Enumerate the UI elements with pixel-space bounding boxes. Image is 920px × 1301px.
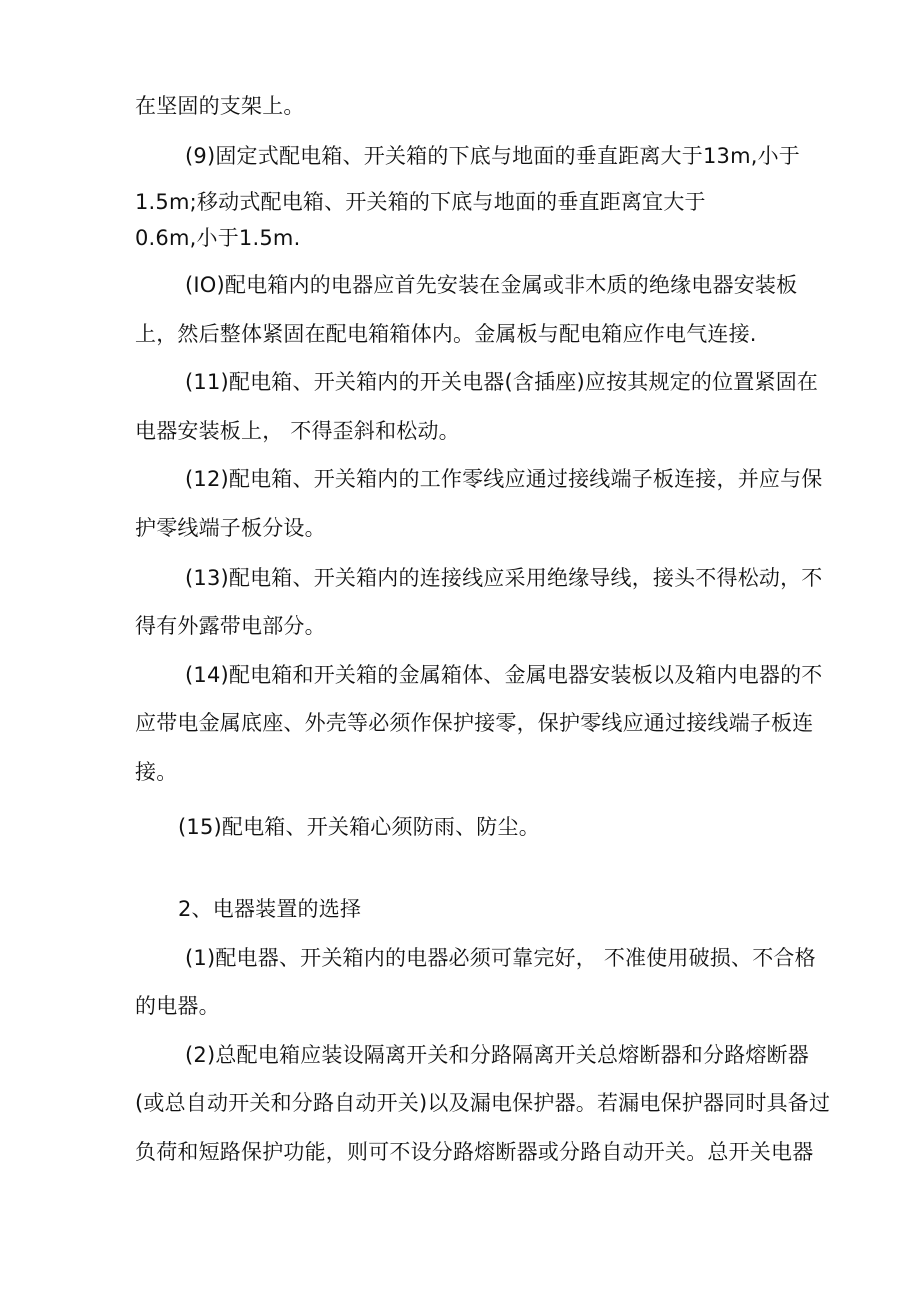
text-line: 电器安装板上， 不得歪斜和松动。 xyxy=(135,419,460,443)
text-line: 上，然后整体紧固在配电箱箱体内。金属板与配电箱应作电气连接. xyxy=(135,322,757,346)
text-line: 0.6m,小于1.5m. xyxy=(135,226,301,250)
text-line: 接。 xyxy=(135,760,178,784)
text-line: 应带电金属底座、外壳等必须作保护接零，保护零线应通过接线端子板连 xyxy=(135,711,814,735)
text-line: (2)总配电箱应装设隔离开关和分路隔离开关总熔断器和分路熔断器 xyxy=(185,1043,809,1067)
text-line: 护零线端子板分设。 xyxy=(135,516,326,540)
text-line: (14)配电箱和开关箱的金属箱体、金属电器安装板以及箱内电器的不 xyxy=(185,663,823,687)
text-line: 负荷和短路保护功能，则可不设分路熔断器或分路自动开关。总开关电器 xyxy=(135,1140,814,1164)
text-line: 的电器。 xyxy=(135,994,220,1018)
text-line: 在坚固的支架上。 xyxy=(135,94,305,118)
text-line: (12)配电箱、开关箱内的工作零线应通过接线端子板连接，并应与保 xyxy=(185,467,823,491)
text-line: (9)固定式配电箱、开关箱的下底与地面的垂直距离大于13m,小于 xyxy=(185,144,800,168)
text-line: (或总自动开关和分路自动开关)以及漏电保护器。若漏电保护器同时具备过 xyxy=(135,1091,831,1115)
text-line: (IO)配电箱内的电器应首先安装在金属或非木质的绝缘电器安装板 xyxy=(185,273,798,297)
text-line: (13)配电箱、开关箱内的连接线应采用绝缘导线，接头不得松动，不 xyxy=(185,566,823,590)
section-heading: 2、电器装置的选择 xyxy=(178,897,362,921)
text-line: 1.5m;移动式配电箱、开关箱的下底与地面的垂直距离宜大于 xyxy=(135,190,706,214)
text-line: (11)配电箱、开关箱内的开关电器(含插座)应按其规定的位置紧固在 xyxy=(185,370,819,394)
text-line: (1)配电器、开关箱内的电器必须可靠完好， 不准使用破损、不合格 xyxy=(185,946,816,970)
text-line: (15)配电箱、开关箱心须防雨、防尘。 xyxy=(178,815,540,839)
text-line: 得有外露带电部分。 xyxy=(135,614,326,638)
